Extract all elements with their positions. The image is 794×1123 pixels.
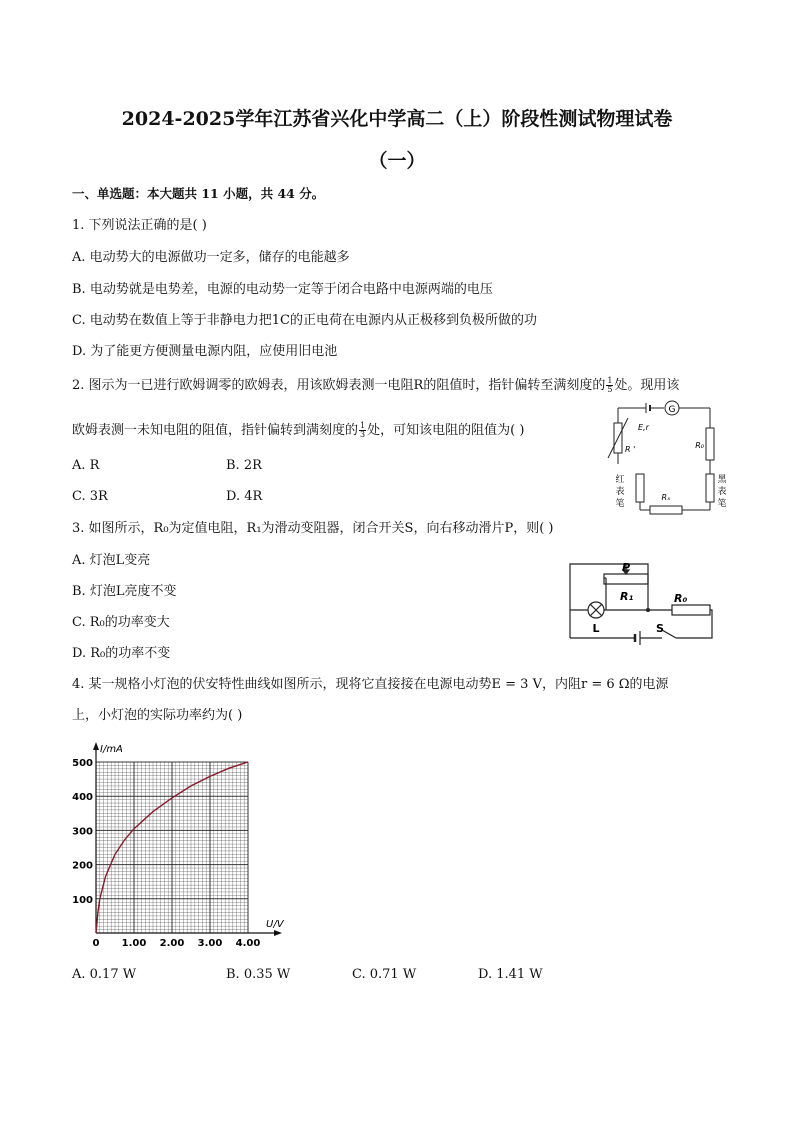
q2-fraction-1: $\frac{1}{5}$ xyxy=(607,376,613,394)
black-probe-char-2: 表 xyxy=(717,487,727,497)
red-probe-char-1: 红 xyxy=(615,475,625,485)
q3-option-a: A. 灯泡L变亮 xyxy=(72,553,151,568)
q1-option-a: A. 电动势大的电源做功一定多，储存的电能越多 xyxy=(72,250,350,265)
q4-option-b: B. 0.35 W xyxy=(226,967,291,982)
y-tick-label: 300 xyxy=(72,826,93,838)
x-axis-arrow xyxy=(274,930,282,936)
q1-stem: 1. 下列说法正确的是( ) xyxy=(72,218,207,233)
q4-option-d: D. 1.41 W xyxy=(478,967,543,982)
iv-characteristic-chart xyxy=(62,740,302,952)
section-heading: 一、单选题：本大题共 11 小题，共 44 分。 xyxy=(72,186,325,201)
document-title-line1: 2024-2025学年江苏省兴化中学高二（上）阶段性测试物理试卷 xyxy=(121,108,673,130)
x-tick-label: 3.00 xyxy=(197,938,223,949)
rx-label: Rₓ xyxy=(661,493,671,502)
r0-label: R₀ xyxy=(674,592,688,605)
q3-circuit xyxy=(566,558,716,646)
origin-label: 0 xyxy=(92,938,100,949)
lamp-label: L xyxy=(592,622,600,635)
q4-stem-line1: 4. 某一规格小灯泡的伏安特性曲线如图所示，现将它直接接在电源电动势E = 3 V，内阻r = 6 Ω的电源 xyxy=(72,677,669,692)
q2-option-b: B. 2R xyxy=(226,458,262,473)
y-tick-label: 500 xyxy=(72,758,93,769)
x-tick-label: 1.00 xyxy=(121,938,147,949)
red-probe-char-2: 表 xyxy=(615,487,625,497)
q4-option-a: A. 0.17 W xyxy=(72,967,137,982)
q1-option-d: D. 为了能更方便测量电源内阻，应使用旧电池 xyxy=(72,344,338,359)
q2-stem-line2 xyxy=(72,422,524,439)
q3-option-d: D. R₀的功率不变 xyxy=(72,646,171,661)
x-axis-label: U/V xyxy=(266,919,284,930)
r1-label: R₁ xyxy=(620,590,634,603)
slider-p-label: P xyxy=(622,561,631,574)
q2-stem-part-c: 欧姆表测一未知电阻的阻值，指针偏转到满刻度的 xyxy=(72,423,359,438)
q2-stem-part-d: 处，可知该电阻的阻值为( ) xyxy=(367,423,525,438)
q2-fraction-2: $\frac{1}{3}$ xyxy=(360,421,366,439)
junction-node xyxy=(646,608,650,612)
y-axis-arrow xyxy=(93,742,99,750)
chart-labels xyxy=(72,744,285,949)
red-probe-char-3: 笔 xyxy=(615,499,625,509)
switch-label: S xyxy=(656,622,664,635)
black-probe-char-3: 笔 xyxy=(717,499,727,509)
q2-stem-part-a: 2. 图示为一已进行欧姆调零的欧姆表，用该欧姆表测一电阻R的阻值时，指针偏转至满刻度的 xyxy=(72,378,606,393)
emf-label: E,r xyxy=(638,423,649,432)
q3-option-b: B. 灯泡L亮度不变 xyxy=(72,584,177,599)
x-tick-label: 2.00 xyxy=(159,938,185,949)
q4-option-c: C. 0.71 W xyxy=(352,967,417,982)
y-axis-label: I/mA xyxy=(100,744,123,755)
q2-option-a: A. R xyxy=(72,458,100,473)
black-probe-char-1: 黑 xyxy=(717,475,727,485)
q2-option-d: D. 4R xyxy=(226,489,263,504)
y-tick-label: 100 xyxy=(72,894,93,906)
rprime-label: R ' xyxy=(625,445,636,454)
galvanometer-label: G xyxy=(668,405,676,415)
y-tick-label: 400 xyxy=(72,792,93,804)
q4-stem-line2: 上，小灯泡的实际功率约为( ) xyxy=(72,708,243,723)
q2-option-c: C. 3R xyxy=(72,489,108,504)
q1-option-c: C. 电动势在数值上等于非静电力把1C的正电荷在电源内从正极移到负极所做的功 xyxy=(72,313,537,328)
q1-option-b: B. 电动势就是电势差，电源的电动势一定等于闭合电路中电源两端的电压 xyxy=(72,282,493,297)
q2-stem-line1 xyxy=(72,377,679,394)
q2-ohmmeter-circuit xyxy=(600,398,728,518)
x-tick-label: 4.00 xyxy=(235,938,261,949)
r0-label: R₀ xyxy=(695,441,704,450)
q2-stem-part-b: 处。现用该 xyxy=(614,378,680,393)
document-title-line2: （一） xyxy=(368,150,426,172)
y-tick-label: 200 xyxy=(72,860,93,872)
chart-axes xyxy=(93,742,282,936)
q3-stem: 3. 如图所示，R₀为定值电阻，R₁为滑动变阻器，闭合开关S，向右移动滑片P，则( ) xyxy=(72,521,554,536)
q3-option-c: C. R₀的功率变大 xyxy=(72,615,170,630)
